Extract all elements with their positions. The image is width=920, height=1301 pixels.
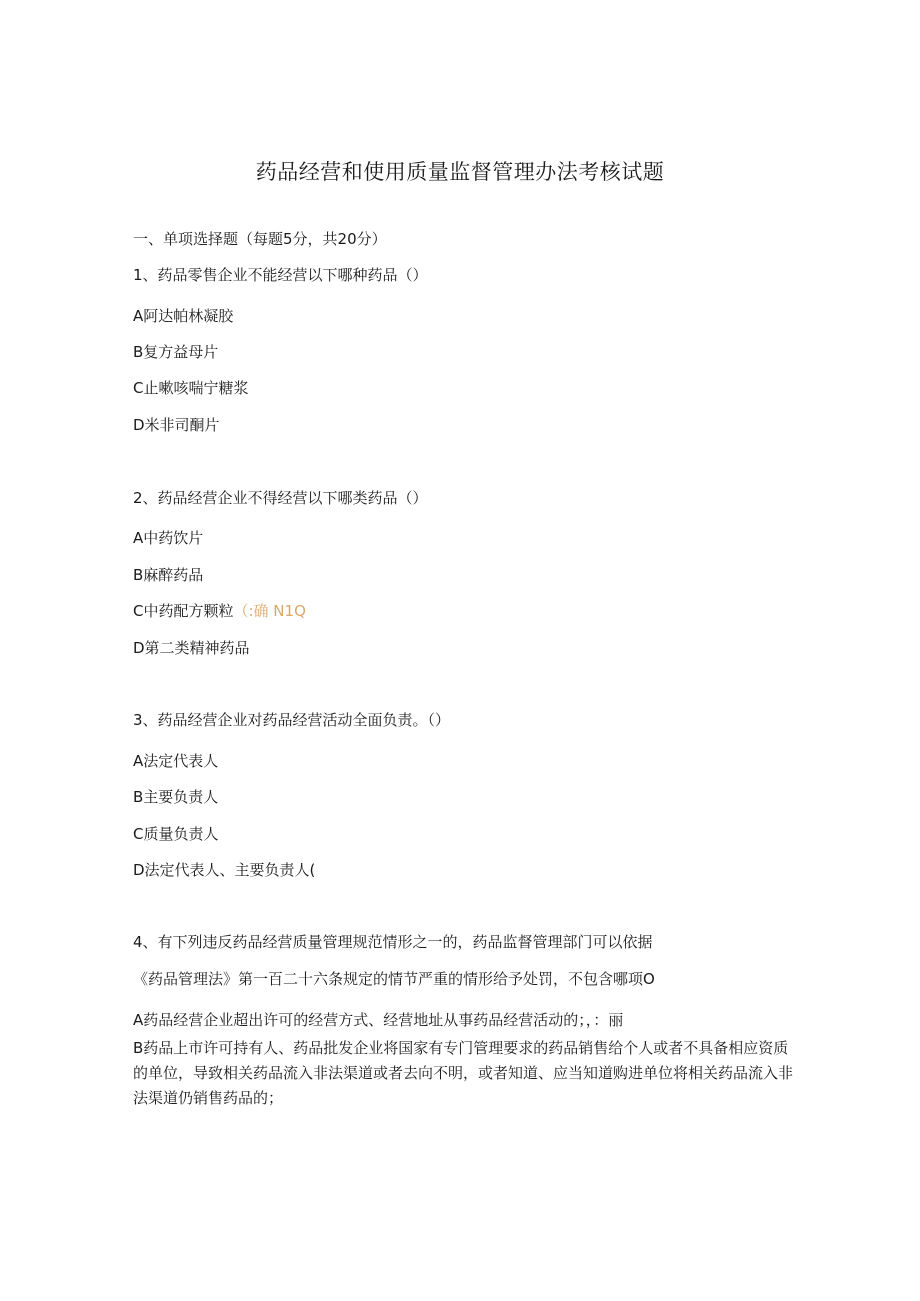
question-2-option-c-mark: （:确 N1Q bbox=[233, 602, 306, 620]
question-2-option-a: A中药饮片 bbox=[133, 529, 204, 547]
question-1-option-a: A阿达帕林凝胶 bbox=[133, 307, 234, 325]
question-3-stem: 3、药品经营企业对药品经营活动全面负责。（） bbox=[133, 711, 451, 729]
question-2-option-b: B麻醉药品 bbox=[133, 566, 204, 584]
question-4-option-b: B药品上市许可持有人、药品批发企业将国家有专门管理要求的药品销售给个人或者不具备相应资质的单位，导致相关药品流入非法渠道或者去向不明，或者知道、应当知道购进单位将相关药品流入非法渠道仍销售药品的； bbox=[133, 1039, 794, 1107]
question-1-option-b: B复方益母片 bbox=[133, 343, 219, 361]
document-title: 药品经营和使用质量监督管理办法考核试题 bbox=[255, 160, 665, 184]
question-2-option-c: C中药配方颗粒 bbox=[133, 602, 234, 620]
question-2-stem: 2、药品经营企业不得经营以下哪类药品（） bbox=[133, 489, 428, 507]
question-3-option-d: D法定代表人、主要负责人( bbox=[133, 861, 316, 879]
question-3-option-c: C质量负责人 bbox=[133, 825, 219, 843]
question-1-option-d: D米非司酮片 bbox=[133, 416, 220, 434]
question-3-option-a: A法定代表人 bbox=[133, 752, 219, 770]
section-heading: 一、单项选择题（每题5分，共20分） bbox=[133, 230, 387, 248]
question-4-stem-line-1: 4、有下列违反药品经营质量管理规范情形之一的，药品监督管理部门可以依据 bbox=[133, 933, 653, 951]
question-2-option-d: D第二类精神药品 bbox=[133, 639, 250, 657]
question-4-option-a: A药品经营企业超出许可的经营方式、经营地址从事药品经营活动的；，：丽 bbox=[133, 1011, 624, 1029]
question-3-option-b: B主要负责人 bbox=[133, 788, 219, 806]
question-1-option-c: C止嗽咳喘宁糖浆 bbox=[133, 379, 249, 397]
question-4-stem-line-2: 《药品管理法》第一百二十六条规定的情节严重的情形给予处罚，不包含哪项O bbox=[133, 970, 655, 988]
question-2-option-c-row bbox=[133, 600, 793, 622]
question-1-stem: 1、药品零售企业不能经营以下哪种药品（） bbox=[133, 266, 428, 284]
